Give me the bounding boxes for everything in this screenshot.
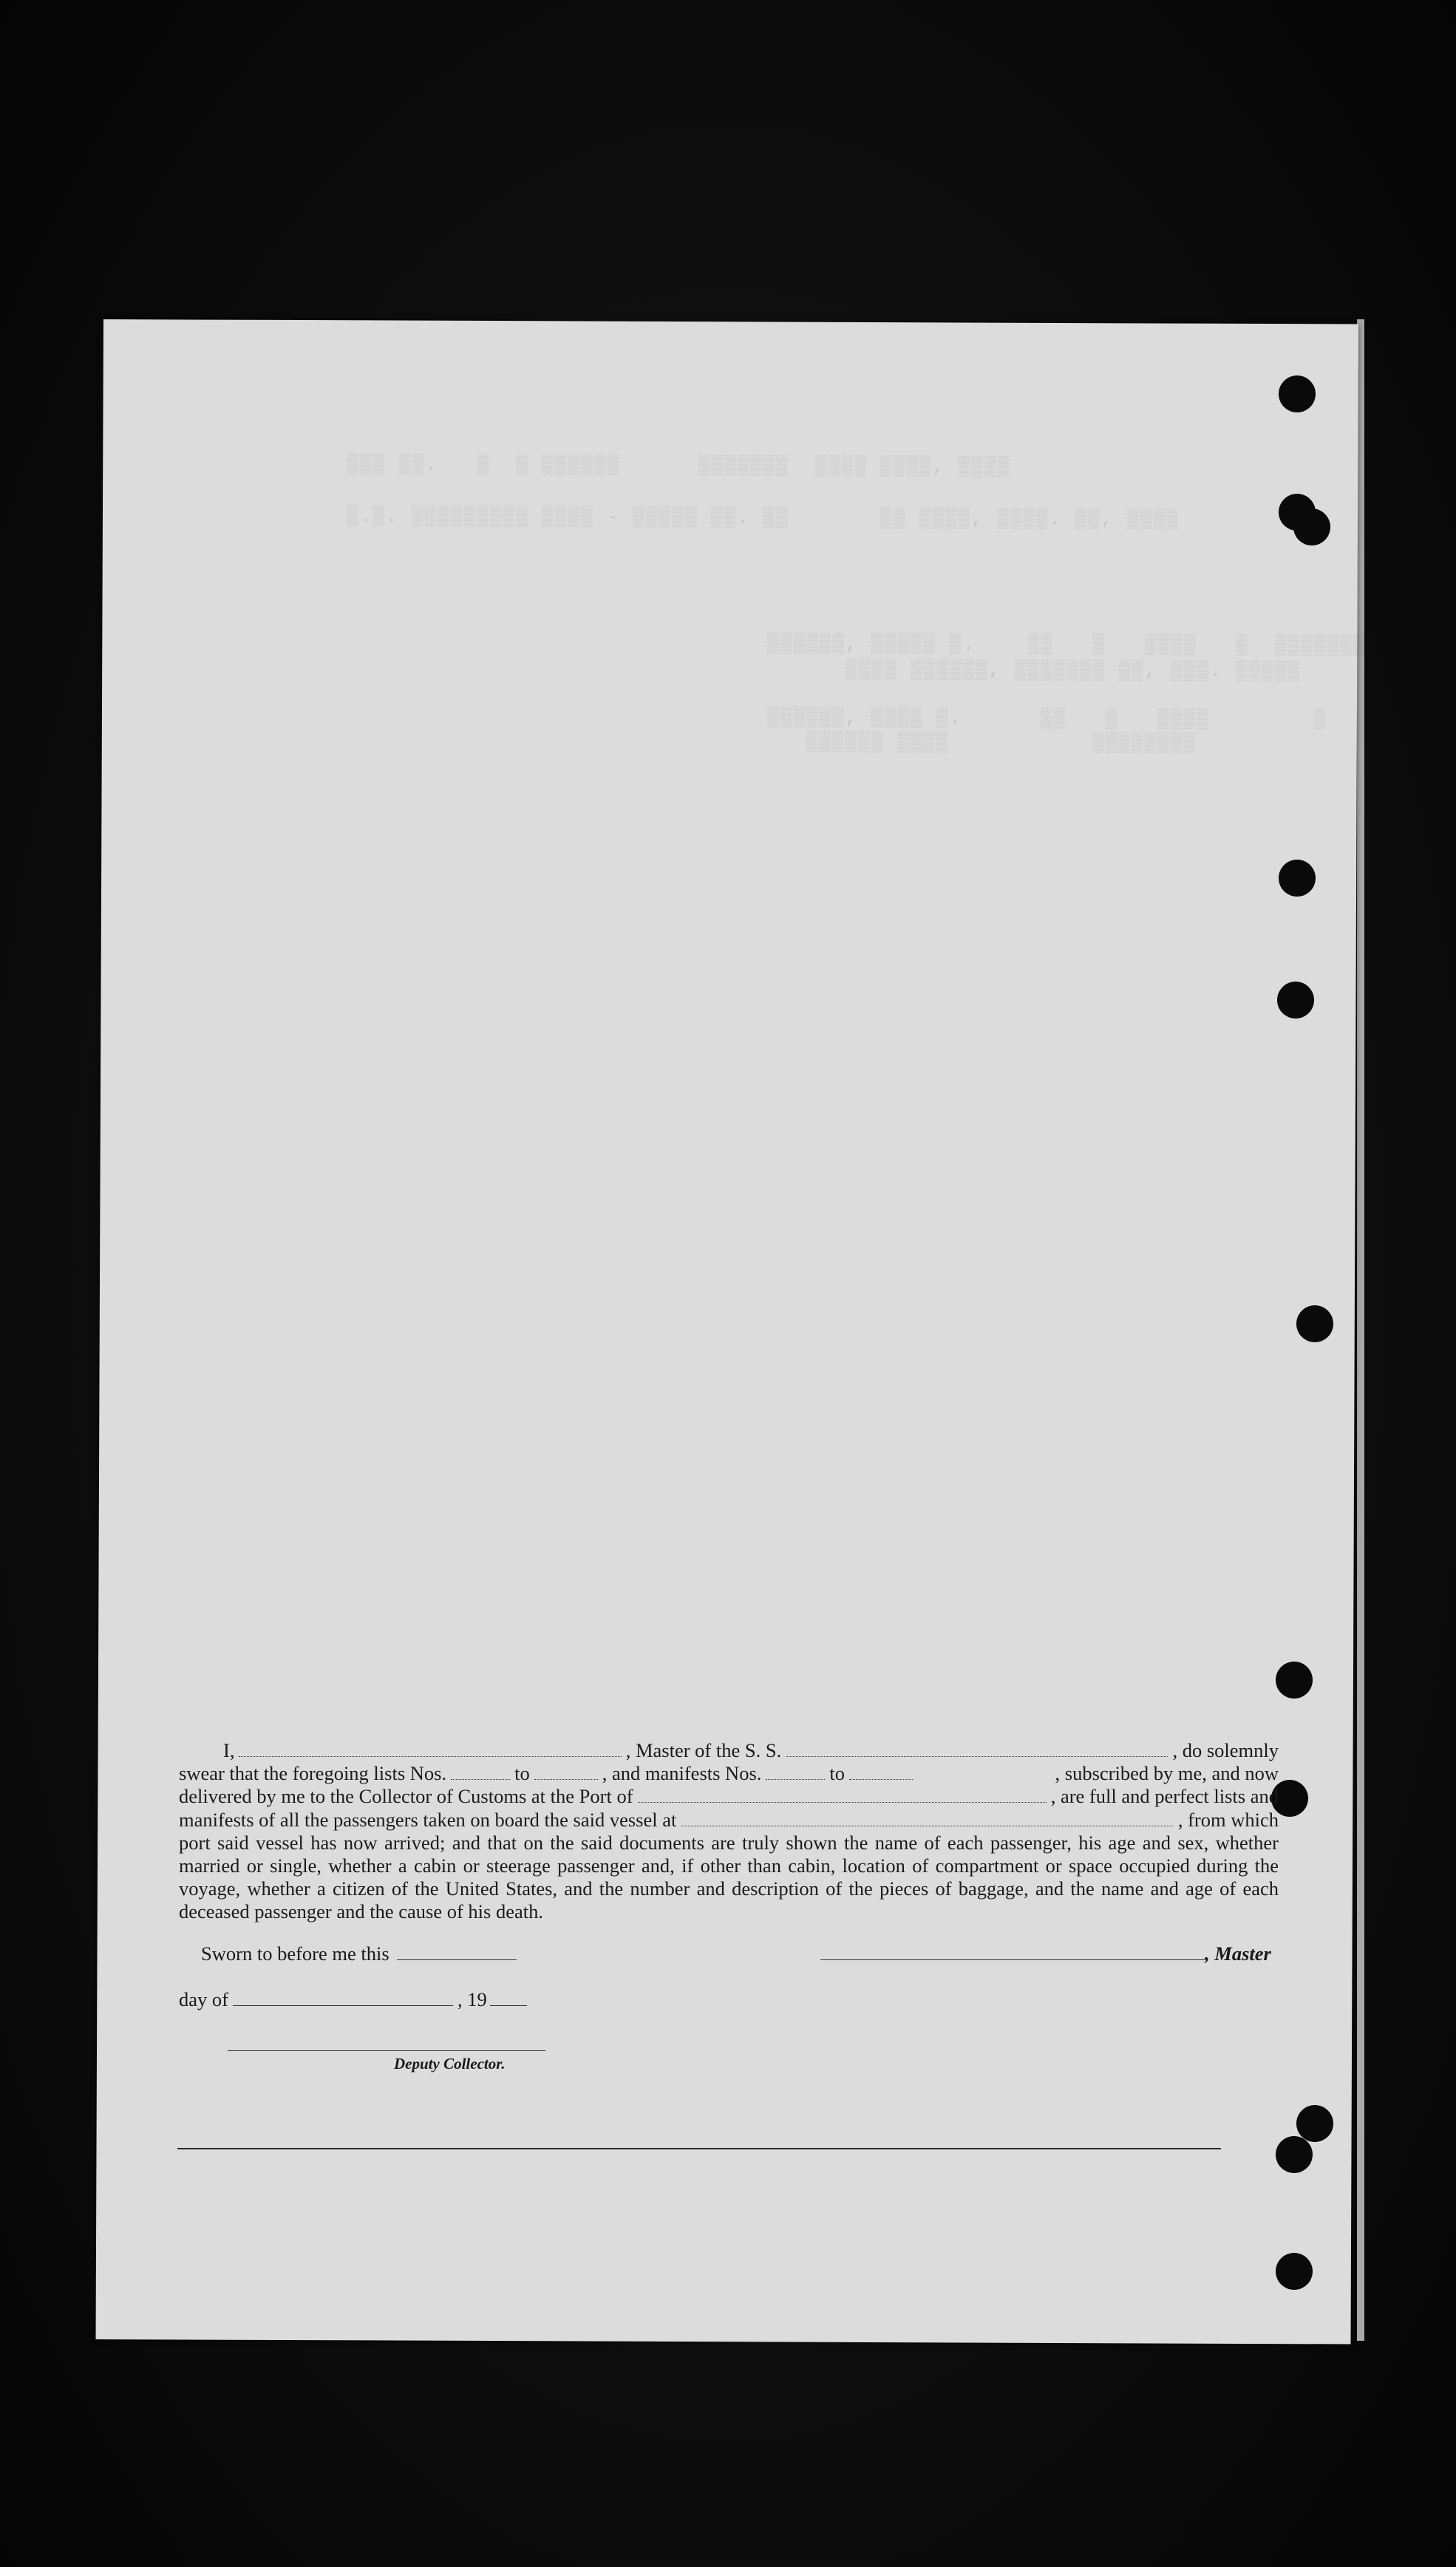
day-of-text: day of xyxy=(179,1988,228,2010)
deputy-collector-label: Deputy Collector. xyxy=(394,2055,506,2073)
punch-hole xyxy=(1279,860,1316,897)
oath-to-1: to xyxy=(514,1762,530,1785)
embarkation-port-field[interactable] xyxy=(681,1809,1174,1826)
punch-hole xyxy=(1276,1662,1313,1699)
ship-name-field[interactable] xyxy=(786,1740,1168,1757)
punch-hole xyxy=(1296,2105,1333,2142)
oath-manifests-all: manifests of all the passengers taken on board the said vessel at xyxy=(179,1808,677,1831)
punch-hole xyxy=(1296,1305,1333,1342)
oath-body: port said vessel has now arrived; and that on the said documents are truly shown the name of each passenger, his age and sex, whether married or single, whether a cabin or steerage passenger and, if other than cabin, location of compartment or space occupied during the voyage, whether a citizen of the United States, and the number and description of the pieces of baggage, and the name and age of each deceased passenger and the cause of his death. xyxy=(179,1831,1279,1923)
port-field[interactable] xyxy=(638,1786,1047,1803)
bleed-through-entry-3: ▒▒▒▒▒▒, ▒▒▒▒ ▒. ▒▒ ▒ ▒▒▒▒ ▒ xyxy=(766,706,1327,731)
oath-line-3 xyxy=(179,1785,1279,1808)
master-signature-field[interactable] xyxy=(820,1943,1205,1960)
sworn-line xyxy=(201,1942,517,1965)
master-name-field[interactable] xyxy=(239,1740,621,1757)
oath-to-2: to xyxy=(829,1762,846,1785)
oath-subscribed: , subscribed by me, and now xyxy=(1055,1762,1279,1785)
oath-line-1 xyxy=(179,1739,1279,1762)
manifests-to-field[interactable] xyxy=(849,1763,913,1780)
masters-oath xyxy=(179,1739,1279,1924)
bleed-through-entry-1: ▒▒▒▒▒▒, ▒▒▒▒▒ ▒. ▒▒ ▒ ▒▒▒▒ ▒ ▒▒▒▒▒▒▒ xyxy=(767,632,1367,657)
bleed-through-subheader: ▒.▒. ▒▒▒▒▒▒▒▒▒ ▒▒▒▒ - ▒▒▒▒▒ ▒▒. ▒▒ ▒▒ ▒▒▒▒, ▒▒▒▒. ▒▒, ▒▒▒▒ xyxy=(346,505,1180,531)
lists-to-field[interactable] xyxy=(534,1763,598,1780)
oath-delivered: delivered by me to the Collector of Customs at the Port of xyxy=(179,1785,633,1808)
punch-hole xyxy=(1276,2253,1313,2290)
sheet-edge xyxy=(1357,319,1364,2341)
sworn-day-field[interactable] xyxy=(397,1943,517,1960)
year-field[interactable] xyxy=(490,1989,527,2006)
lists-from-field[interactable] xyxy=(451,1763,510,1780)
year-prefix: , 19 xyxy=(457,1988,487,2010)
punch-hole xyxy=(1293,509,1330,545)
master-label: , Master xyxy=(1205,1942,1271,1965)
master-signature xyxy=(820,1942,1271,1965)
punch-hole xyxy=(1279,375,1316,412)
manifest-page xyxy=(96,319,1367,2344)
sworn-text: Sworn to before me this xyxy=(201,1942,389,1965)
day-of-line xyxy=(179,1988,527,2011)
bottom-rule xyxy=(177,2148,1221,2149)
month-field[interactable] xyxy=(233,1989,453,2006)
punch-hole xyxy=(1276,2136,1313,2173)
oath-from-which: , from which xyxy=(1177,1808,1279,1831)
bleed-through-entry-4: ▒▒▒▒▒▒ ▒▒▒▒ ▒▒▒▒▒▒▒▒ xyxy=(766,730,1197,755)
deputy-signature-line[interactable] xyxy=(228,2050,545,2051)
oath-line-4 xyxy=(179,1809,1279,1832)
oath-manifests-nos: , and manifests Nos. xyxy=(602,1762,762,1785)
bleed-through-entry-2: ▒▒▒▒ ▒▒▒▒▒▒, ▒▒▒▒▒▒▒ ▒▒, ▒▒▒. ▒▒▒▒▒ xyxy=(767,658,1301,683)
oath-full-perfect: , are full and perfect lists and xyxy=(1050,1785,1279,1808)
punch-hole xyxy=(1277,982,1314,1019)
bleed-through-header: ▒▒▒ ▒▒. ▒ ▒ ▒▒▒▒▒▒ ▒▒▒▒▒▒▒ ▒▒▒▒ ▒▒▒▒, ▒▒▒▒ xyxy=(347,453,1011,478)
oath-lists-nos: swear that the foregoing lists Nos. xyxy=(179,1762,447,1785)
oath-do-solemnly: , do solemnly xyxy=(1172,1739,1279,1761)
oath-i: I, xyxy=(223,1739,235,1761)
oath-line-2 xyxy=(179,1762,1279,1785)
oath-master-of-ss: , Master of the S. S. xyxy=(625,1739,782,1761)
manifests-from-field[interactable] xyxy=(766,1763,825,1780)
